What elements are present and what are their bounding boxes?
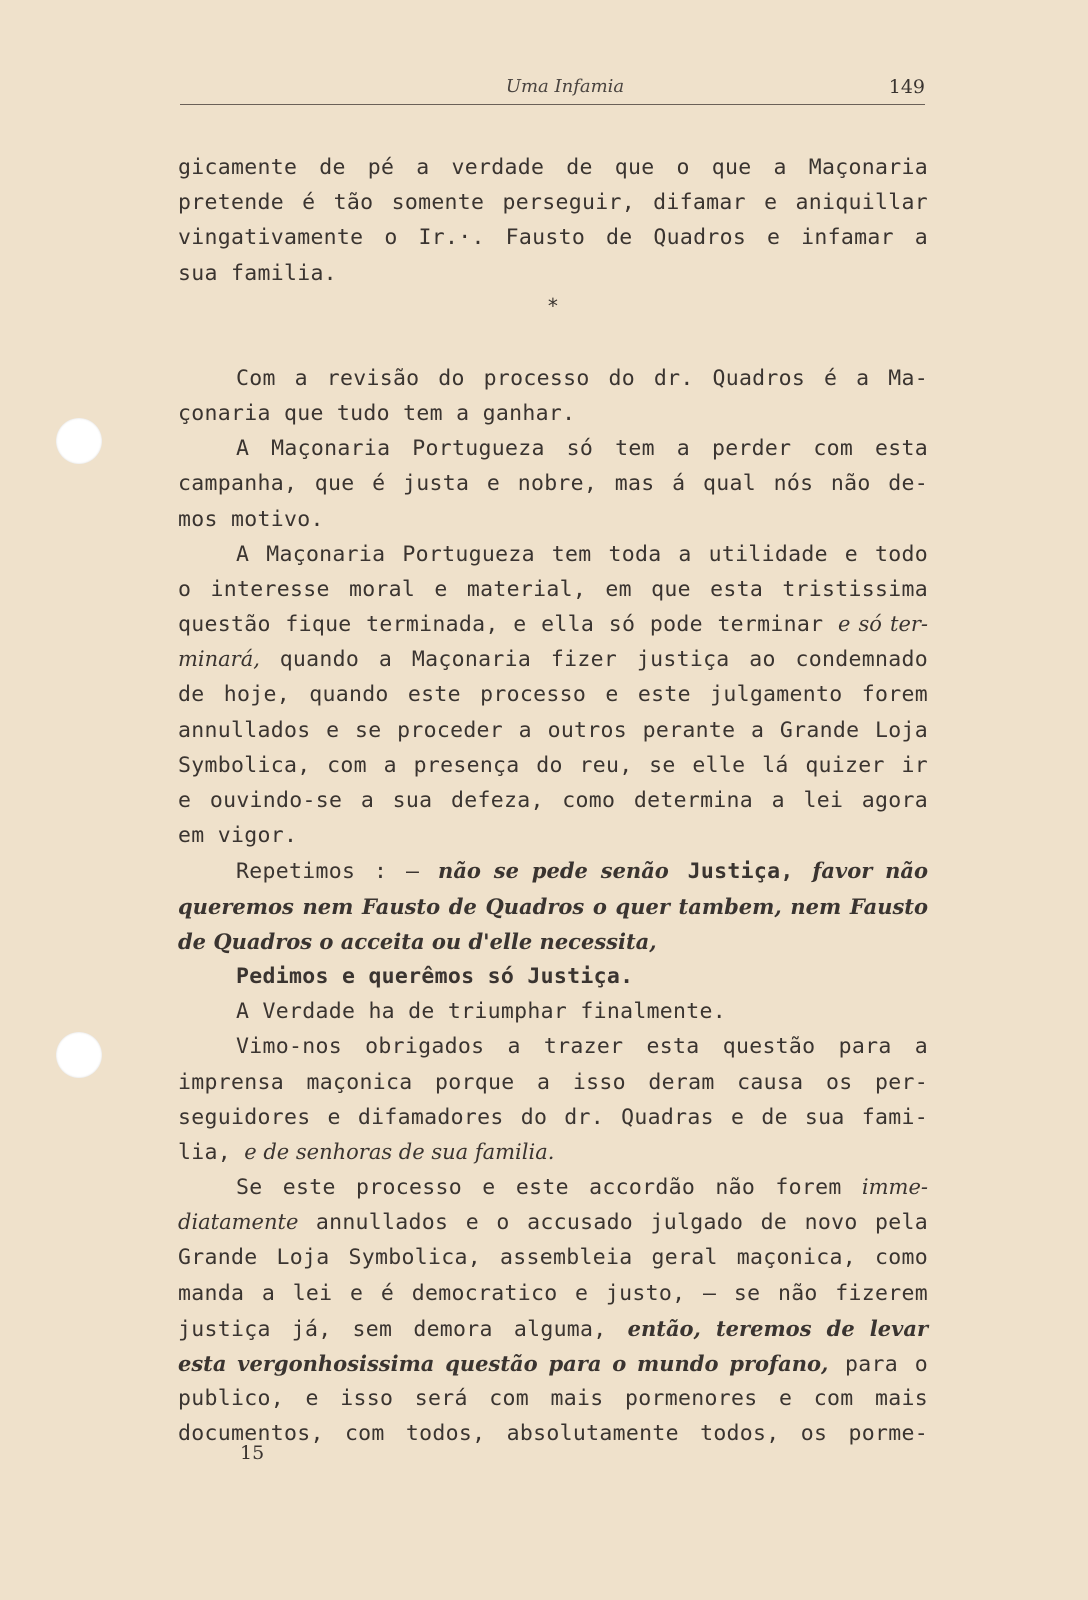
text-span: annullados e o accusado julgado de novo pela <box>315 1210 928 1236</box>
text-line: e ouvindo-se a sua defeza, como determina a lei agora <box>178 788 928 813</box>
page-number: 149 <box>888 76 925 98</box>
italic-span: e só ter- <box>838 612 929 637</box>
text-line <box>178 1205 928 1240</box>
text-line <box>178 607 928 642</box>
punch-hole-bottom <box>56 1032 102 1078</box>
text-line: pretende é tão somente perseguir, difamar e aniquillar <box>178 190 928 216</box>
italic-span: minará, <box>178 647 260 672</box>
text-line: de hoje, quando este processo e este julgamento forem <box>178 682 928 708</box>
italic-span: e de senhoras de sua familia. <box>244 1139 555 1164</box>
paragraph-7: A Verdade ha de triumphar finalmente. <box>236 999 727 1025</box>
paragraph-9 <box>178 1170 928 1452</box>
paragraph-8 <box>178 1029 928 1170</box>
text-line <box>178 642 928 677</box>
text-line: A Maçonaria Portugueza tem toda a utilidade e todo <box>236 541 928 567</box>
punch-hole-top <box>56 418 102 464</box>
text-line: o interesse moral e material, em que esta tristissima <box>178 576 928 602</box>
paragraph-4 <box>178 537 928 854</box>
running-title: Uma Infamia <box>505 76 625 97</box>
text-line: Vimo-nos obrigados a trazer esta questão para a <box>236 1034 928 1060</box>
text-line: em vigor. <box>178 823 298 849</box>
text-line: imprensa maçonica porque a isso deram causa os per- <box>178 1069 928 1095</box>
italic-span: esta vergonhosissima questão para o mundo profano, <box>178 1351 829 1376</box>
text-line: de Quadros o acceita ou d'elle necessita, <box>178 928 657 954</box>
text-line: Symbolica, com a presença do reu, se elle lá quizer ir <box>178 752 928 778</box>
italic-span: diatamente <box>178 1210 299 1235</box>
text-line <box>178 1170 928 1205</box>
paragraph-2 <box>178 361 928 431</box>
italic-span: imme- <box>861 1175 928 1200</box>
paragraph-5 <box>178 853 928 959</box>
section-separator: * <box>546 293 560 318</box>
text-span: para o <box>845 1352 928 1377</box>
text-line <box>178 1135 928 1170</box>
text-span: Se este processo e este accordão não forem <box>236 1175 842 1201</box>
italic-span: favor não <box>812 858 929 884</box>
text-span: questão fique terminada, e ella só pode terminar <box>178 612 824 638</box>
text-span: justiça já, sem demora alguma, <box>178 1316 607 1342</box>
text-span: Repetimos : — <box>236 859 420 885</box>
text-line <box>178 853 928 888</box>
text-line: gicamente de pé a verdade de que o que a Maçonaria <box>178 155 928 180</box>
text-line <box>178 1311 928 1346</box>
text-line: sua familia. <box>178 260 337 286</box>
text-line: seguidores e difamadores do dr. Quadras e de sua fami- <box>178 1104 928 1130</box>
bold-span: Justiça, <box>687 859 794 885</box>
text-line: vingativamente o Ir.·. Fausto de Quadros e infamar a <box>178 225 928 251</box>
text-line: campanha, que é justa e nobre, mas á qual nós não de- <box>178 471 928 497</box>
page-header <box>180 76 925 105</box>
italic-span: então, teremos de levar <box>627 1315 929 1341</box>
text-line: manda a lei e é democratico e justo, — se não fizerem <box>178 1280 928 1306</box>
text-line: çonaria que tudo tem a ganhar. <box>178 400 576 426</box>
text-line: queremos nem Fausto de Quadros o quer tambem, nem Fausto <box>178 893 928 919</box>
text-line: Com a revisão do processo do dr. Quadros é a Ma- <box>236 365 928 391</box>
text-span: lia, <box>178 1139 231 1165</box>
text-line: annullados e se proceder a outros perante a Grande Loja <box>178 717 928 743</box>
text-line: publico, e isso será com mais pormenores e com mais <box>178 1386 928 1412</box>
page-body <box>178 150 928 1452</box>
paragraph-1 <box>178 150 928 291</box>
italic-span: não se pede senão <box>438 858 669 884</box>
paragraph-3 <box>178 431 928 537</box>
text-line: mos motivo. <box>178 506 324 532</box>
text-line: documentos, com todos, absolutamente todos, os porme- <box>178 1421 928 1447</box>
text-span: quando a Maçonaria fizer justiça ao condemnado <box>279 647 928 673</box>
text-line <box>178 1346 928 1381</box>
paragraph-6: Pedimos e querêmos só Justiça. <box>236 963 634 989</box>
text-line: Grande Loja Symbolica, assembleia geral maçonica, como <box>178 1245 928 1271</box>
signature-mark: 15 <box>240 1442 265 1464</box>
text-line: A Maçonaria Portugueza só tem a perder com esta <box>236 436 928 462</box>
